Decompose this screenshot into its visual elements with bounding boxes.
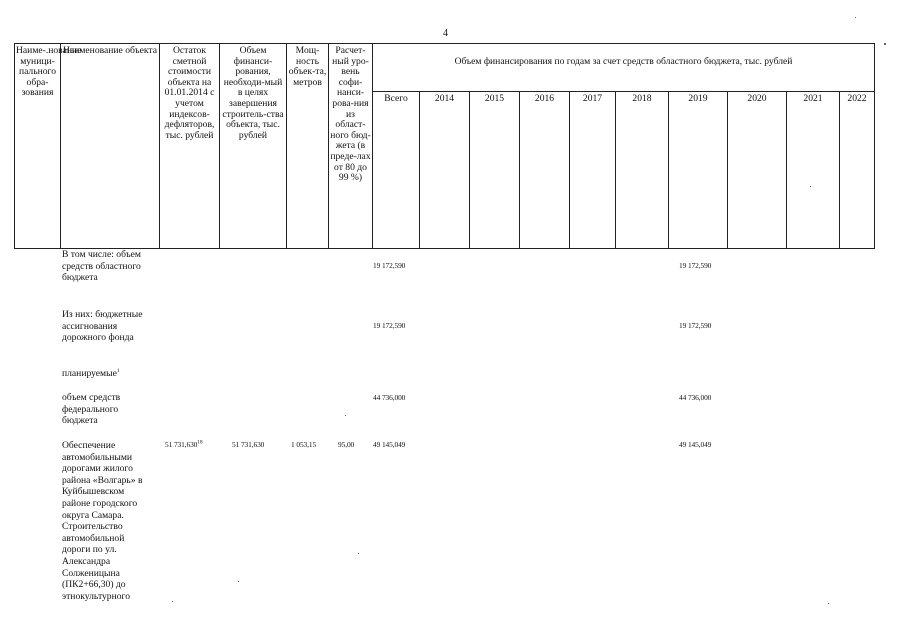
row-road-project-remaining-footnote: 18 [197,439,203,446]
row-road-fund-label: Из них: бюджетные ассигнования дорожного фонда [62,309,143,344]
header-year-2018: 2018 [616,92,669,249]
header-object: Наименование объекта [61,44,160,249]
row-road-fund-total: 19 172,590 [373,321,406,330]
row-road-project-remaining [165,440,203,449]
page-number: 4 [443,28,448,39]
header-year-2021: 2021 [787,92,840,249]
scan-speck [855,17,856,18]
row-road-project-remaining-value: 51 731,630 [165,440,198,449]
table-header [14,43,875,249]
row-road-project-capacity: 1 053,15 [291,440,317,449]
header-year-2014: 2014 [420,92,470,249]
scan-speck [238,581,239,582]
header-year-2020: 2020 [728,92,787,249]
row-road-project-required: 51 731,630 [232,440,265,449]
row-regional-budget-2019: 19 172,590 [679,261,712,270]
row-road-fund-2019: 19 172,590 [679,321,712,330]
scan-speck [345,415,346,416]
header-year-2016: 2016 [520,92,570,249]
header-year-2022: 2022 [840,92,875,249]
scan-speck [828,603,829,604]
scan-speck [358,553,359,554]
header-year-2015: 2015 [470,92,520,249]
row-road-project-total: 49 145,049 [373,440,406,449]
row-federal-budget-label: объем средств федерального бюджета [62,392,121,427]
row-planned-label [62,368,120,380]
row-federal-budget-2019: 44 736,000 [679,393,712,402]
header-capacity: Мощ-ность объек-та, метров [287,44,329,249]
row-road-project-2019: 49 145,049 [679,440,712,449]
scan-speck [172,601,173,602]
row-planned-text: планируемые [62,368,117,379]
header-required-funding: Объем финанси-рования, необходи-мый в целях завершения строитель-ства объекта, тыс. рублей [220,44,287,249]
scan-speck [810,186,811,187]
row-planned-footnote: 1 [116,367,120,374]
scan-speck [884,43,886,45]
row-regional-budget-label: В том числе: объем средств областного бюджета [62,249,142,284]
row-road-project-label: Обеспечение автомобильными дорогами жилого района «Волгарь» в Куйбышевском районе городского округа Самара. Строительство автомобильной дороги по ул. Александра Солженицына (ПК2+66,30) до этнокультурного [62,440,143,602]
row-federal-budget-total: 44 736,000 [373,393,406,402]
header-year-2017: 2017 [570,92,616,249]
header-funding-group: Объем финансирования по годам за счет средств областного бюджета, тыс. рублей [373,44,875,92]
row-regional-budget-total: 19 172,590 [373,261,406,270]
header-year-2019: 2019 [669,92,728,249]
header-cofinancing-level: Расчет-ный уро-вень софи-нанси-рова-ния из област-ного бюд-жета (в преде-лах от 80 до 99 %) [329,44,373,249]
header-remaining-cost: Остаток сметной стоимости объекта на 01.01.2014 с учетом индексов-дефляторов, тыс. рублей [160,44,220,249]
header-year-total: Всего [373,92,420,249]
header-municipality: Наиме-.нование муници-пального обра-зования [15,44,61,249]
row-road-project-cofinancing: 95,00 [338,440,355,449]
